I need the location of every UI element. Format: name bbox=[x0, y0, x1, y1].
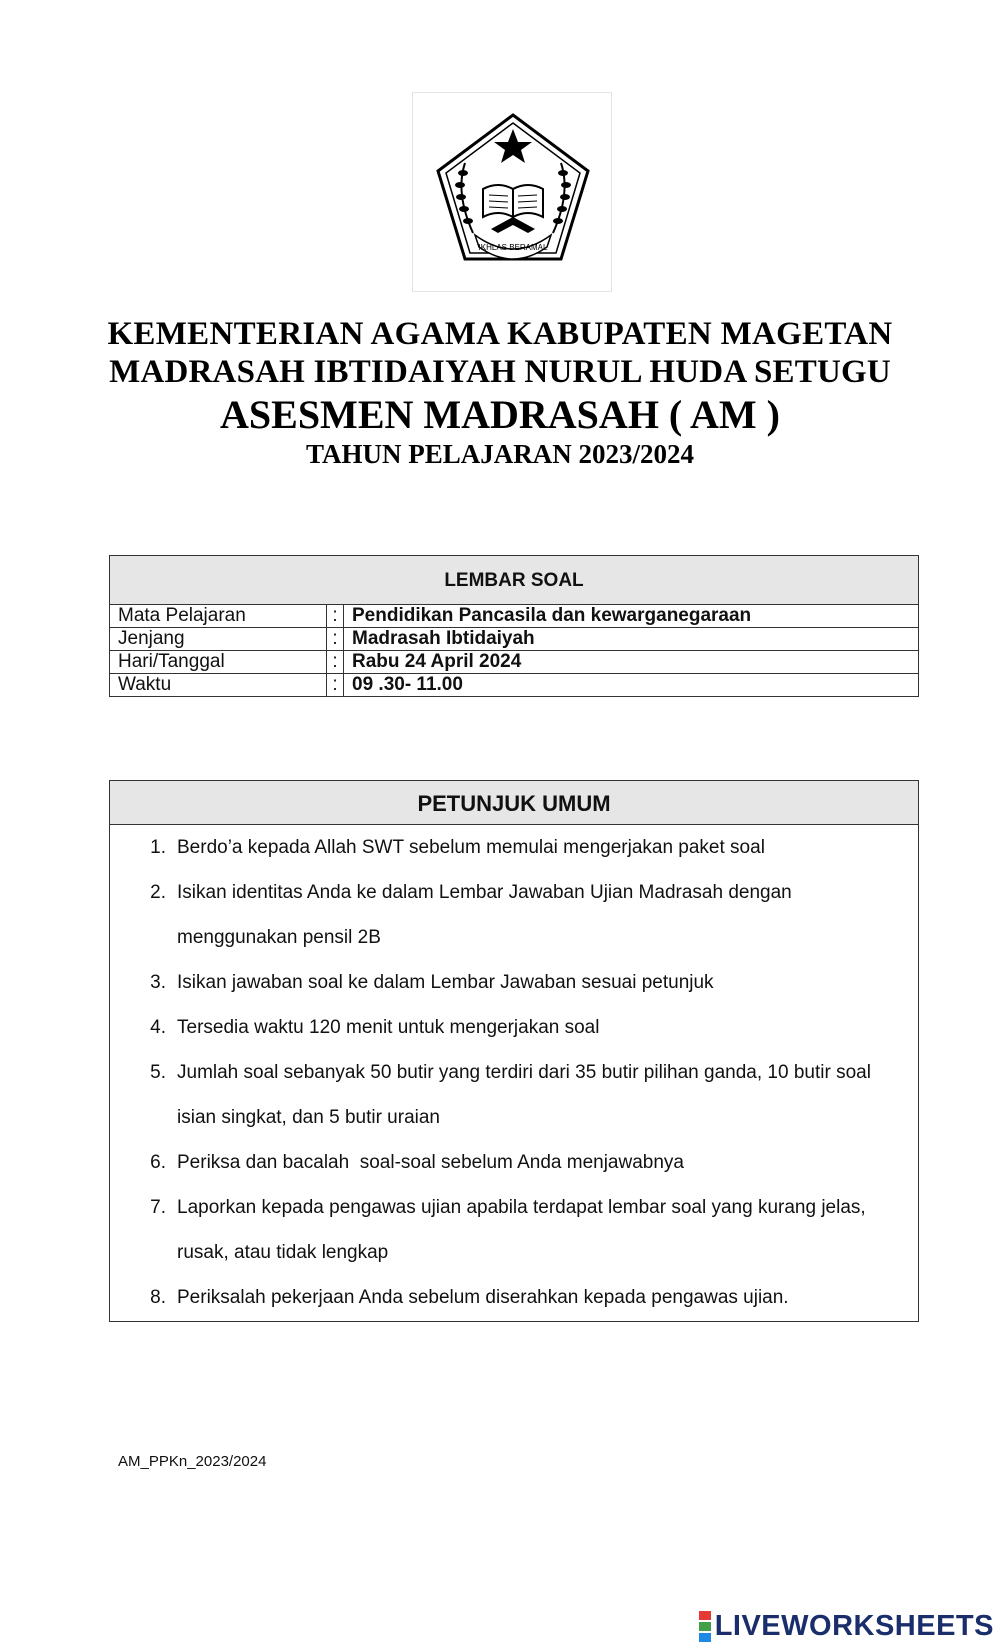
row-value: 09 .30- 11.00 bbox=[344, 674, 919, 697]
lembar-soal-table bbox=[109, 555, 919, 697]
svg-text:IKHLAS BERAMAL: IKHLAS BERAMAL bbox=[478, 243, 548, 252]
lembar-soal-title: LEMBAR SOAL bbox=[110, 556, 919, 605]
row-value: Rabu 24 April 2024 bbox=[344, 651, 919, 674]
logo-frame bbox=[412, 92, 612, 292]
item-text: Jumlah soal sebanyak 50 butir yang terdiri dari 35 butir pilihan ganda, 10 butir soal bbox=[177, 1062, 871, 1083]
item-text: Periksa dan bacalah soal-soal sebelum Anda menjawabnya bbox=[177, 1152, 684, 1173]
item-text: Berdo’a kepada Allah SWT sebelum memulai mengerjakan paket soal bbox=[177, 837, 765, 858]
item-number: 5. bbox=[150, 1062, 166, 1083]
row-colon: : bbox=[327, 605, 344, 628]
item-text-cont: rusak, atau tidak lengkap bbox=[177, 1242, 389, 1263]
liveworksheets-logo-icon bbox=[699, 1610, 711, 1643]
row-value: Pendidikan Pancasila dan kewarganegaraan bbox=[344, 605, 919, 628]
item-number: 6. bbox=[150, 1152, 166, 1173]
item-number: 7. bbox=[150, 1197, 166, 1218]
liveworksheets-watermark[interactable] bbox=[699, 1609, 994, 1643]
item-number: 8. bbox=[150, 1287, 166, 1308]
item-number: 1. bbox=[150, 837, 166, 858]
item-number: 3. bbox=[150, 972, 166, 993]
item-text: Tersedia waktu 120 menit untuk mengerjakan soal bbox=[177, 1017, 600, 1038]
school-name: MADRASAH IBTIDAIYAH NURUL HUDA SETUGU bbox=[109, 354, 891, 390]
petunjuk-umum-title: PETUNJUK UMUM bbox=[110, 781, 918, 825]
table-row bbox=[110, 628, 919, 651]
table-row bbox=[110, 651, 919, 674]
row-value: Madrasah Ibtidaiyah bbox=[344, 628, 919, 651]
row-label: Jenjang bbox=[110, 628, 327, 651]
row-colon: : bbox=[327, 651, 344, 674]
item-text: Isikan identitas Anda ke dalam Lembar Jawaban Ujian Madrasah dengan bbox=[177, 882, 792, 903]
petunjuk-umum-box bbox=[109, 780, 919, 1322]
table-row bbox=[110, 605, 919, 628]
item-text-cont: menggunakan pensil 2B bbox=[177, 927, 381, 948]
ministry-title: KEMENTERIAN AGAMA KABUPATEN MAGETAN bbox=[107, 316, 893, 352]
academic-year: TAHUN PELAJARAN 2023/2024 bbox=[305, 439, 694, 469]
item-text: Laporkan kepada pengawas ujian apabila terdapat lembar soal yang kurang jelas, bbox=[177, 1197, 866, 1218]
row-label: Hari/Tanggal bbox=[110, 651, 327, 674]
item-text: Periksalah pekerjaan Anda sebelum diserahkan kepada pengawas ujian. bbox=[177, 1287, 789, 1308]
item-text-cont: isian singkat, dan 5 butir uraian bbox=[177, 1107, 440, 1128]
item-text: Isikan jawaban soal ke dalam Lembar Jawaban sesuai petunjuk bbox=[177, 972, 714, 993]
item-number: 4. bbox=[150, 1017, 166, 1038]
document-header bbox=[0, 315, 1000, 471]
item-number: 2. bbox=[150, 882, 166, 903]
row-label: Waktu bbox=[110, 674, 327, 697]
kementerian-agama-emblem-icon bbox=[413, 93, 613, 293]
row-colon: : bbox=[327, 674, 344, 697]
row-colon: : bbox=[327, 628, 344, 651]
table-row bbox=[110, 674, 919, 697]
document-code: AM_PPKn_2023/2024 bbox=[118, 1453, 267, 1470]
assessment-title: ASESMEN MADRASAH ( AM ) bbox=[220, 392, 780, 437]
row-label: Mata Pelajaran bbox=[110, 605, 327, 628]
watermark-text: LIVEWORKSHEETS bbox=[714, 1609, 994, 1642]
